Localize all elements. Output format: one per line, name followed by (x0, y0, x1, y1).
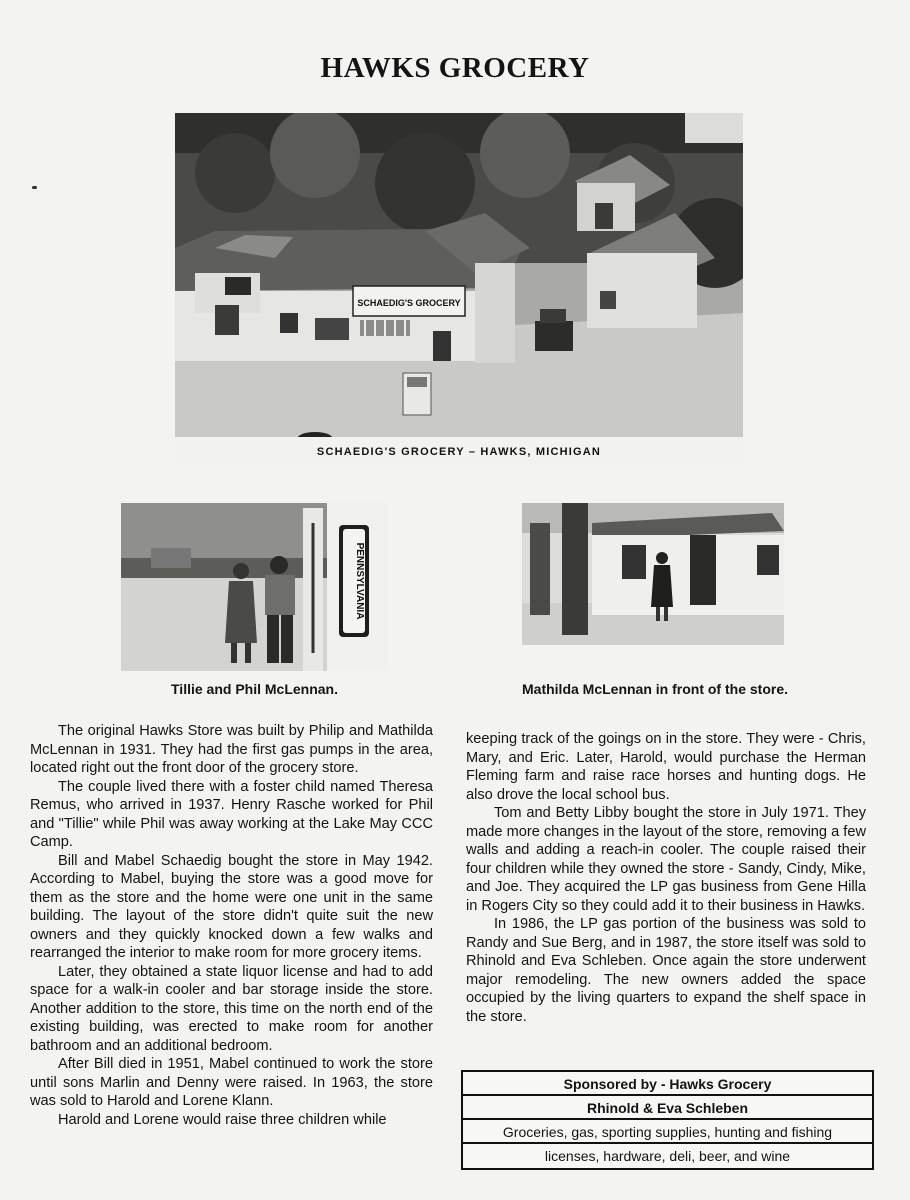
sponsor-box (461, 1070, 874, 1170)
storefront-sign: SCHAEDIG'S GROCERY (357, 298, 461, 308)
sponsor-heading: Sponsored by - Hawks Grocery (463, 1072, 872, 1096)
paragraph: Tom and Betty Libby bought the store in July 1971. They made more changes in the layout of the store, removing a few walls and adding a reach-in cooler. The couple raised their four children while they owned the store - Sandy, Cindy, Mike, and Joe. They acquired the LP gas business from Gene Hilla in Rogers City so they could add it to their business in Hawks. (466, 805, 866, 914)
mclennan-couple-photo (121, 503, 388, 671)
scan-speck (32, 186, 37, 189)
store-photo (175, 113, 743, 465)
sponsor-owners: Rhinold & Eva Schleben (463, 1096, 872, 1120)
mclennan-couple-caption: Tillie and Phil McLennan. (171, 681, 338, 697)
sponsor-services-line-1: Groceries, gas, sporting supplies, hunting and fishing (463, 1120, 872, 1144)
mclennan-couple-illustration (121, 503, 388, 671)
paragraph: Later, they obtained a state liquor license and had to add space for a walk-in cooler and bar storage inside the store. Another addition to the store, this time on the north end of the existing building, was erected to make room for another bathroom and an additional bedroom. (30, 963, 433, 1054)
paragraph: Bill and Mabel Schaedig bought the store in May 1942. According to Mabel, buying the store was a good move for them as the store and the home were one unit in the same building. The layout of the store didn't quite suit the new owners and they quickly knocked down a few walks and rearranged the interior to make room for more grocery items. (30, 852, 433, 961)
paragraph: The original Hawks Store was built by Philip and Mathilda McLennan in 1931. They had the first gas pumps in the area, located right out the front door of the grocery store. (30, 723, 433, 776)
history-column-right (466, 730, 866, 1026)
page-title: HAWKS GROCERY (320, 52, 590, 84)
sponsor-services-line-2: licenses, hardware, deli, beer, and wine (544, 1148, 791, 1164)
paragraph: The couple lived there with a foster child named Theresa Remus, who arrived in 1937. Henry Rasche worked for Phil and "Tillie" while Phil was away working at the Lake May CCC Camp. (30, 778, 433, 850)
paragraph: Harold and Lorene would raise three children while (58, 1111, 387, 1128)
store-photo-caption: SCHAEDIG'S GROCERY – HAWKS, MICHIGAN (316, 446, 602, 458)
mathilda-illustration (522, 503, 784, 645)
pennsylvania-pump-sign: PENNSYLVANIA (354, 542, 365, 620)
paragraph-continued: keeping track of the goings on in the store. They were - Chris, Mary, and Eric. Later, Harold, would purchase the Herman Fleming farm and raise race horses and hunting dogs. He also drove the local school bus. (466, 731, 866, 803)
history-column-left (30, 722, 433, 1129)
paragraph: In 1986, the LP gas portion of the business was sold to Randy and Sue Berg, and in 1987, the store itself was sold to Rhinold and Eva Schleben. Once again the store underwent major remodeling. The new owners added the space occupied by the living quarters to expand the shelf space in the store. (466, 916, 866, 1025)
store-photo-illustration (175, 113, 743, 465)
paragraph: After Bill died in 1951, Mabel continued to work the store until sons Marlin and Denny were raised. In 1963, the store was sold to Harold and Lorene Klann. (30, 1056, 433, 1109)
mathilda-photo (522, 503, 784, 645)
mathilda-caption: Mathilda McLennan in front of the store. (522, 681, 788, 697)
